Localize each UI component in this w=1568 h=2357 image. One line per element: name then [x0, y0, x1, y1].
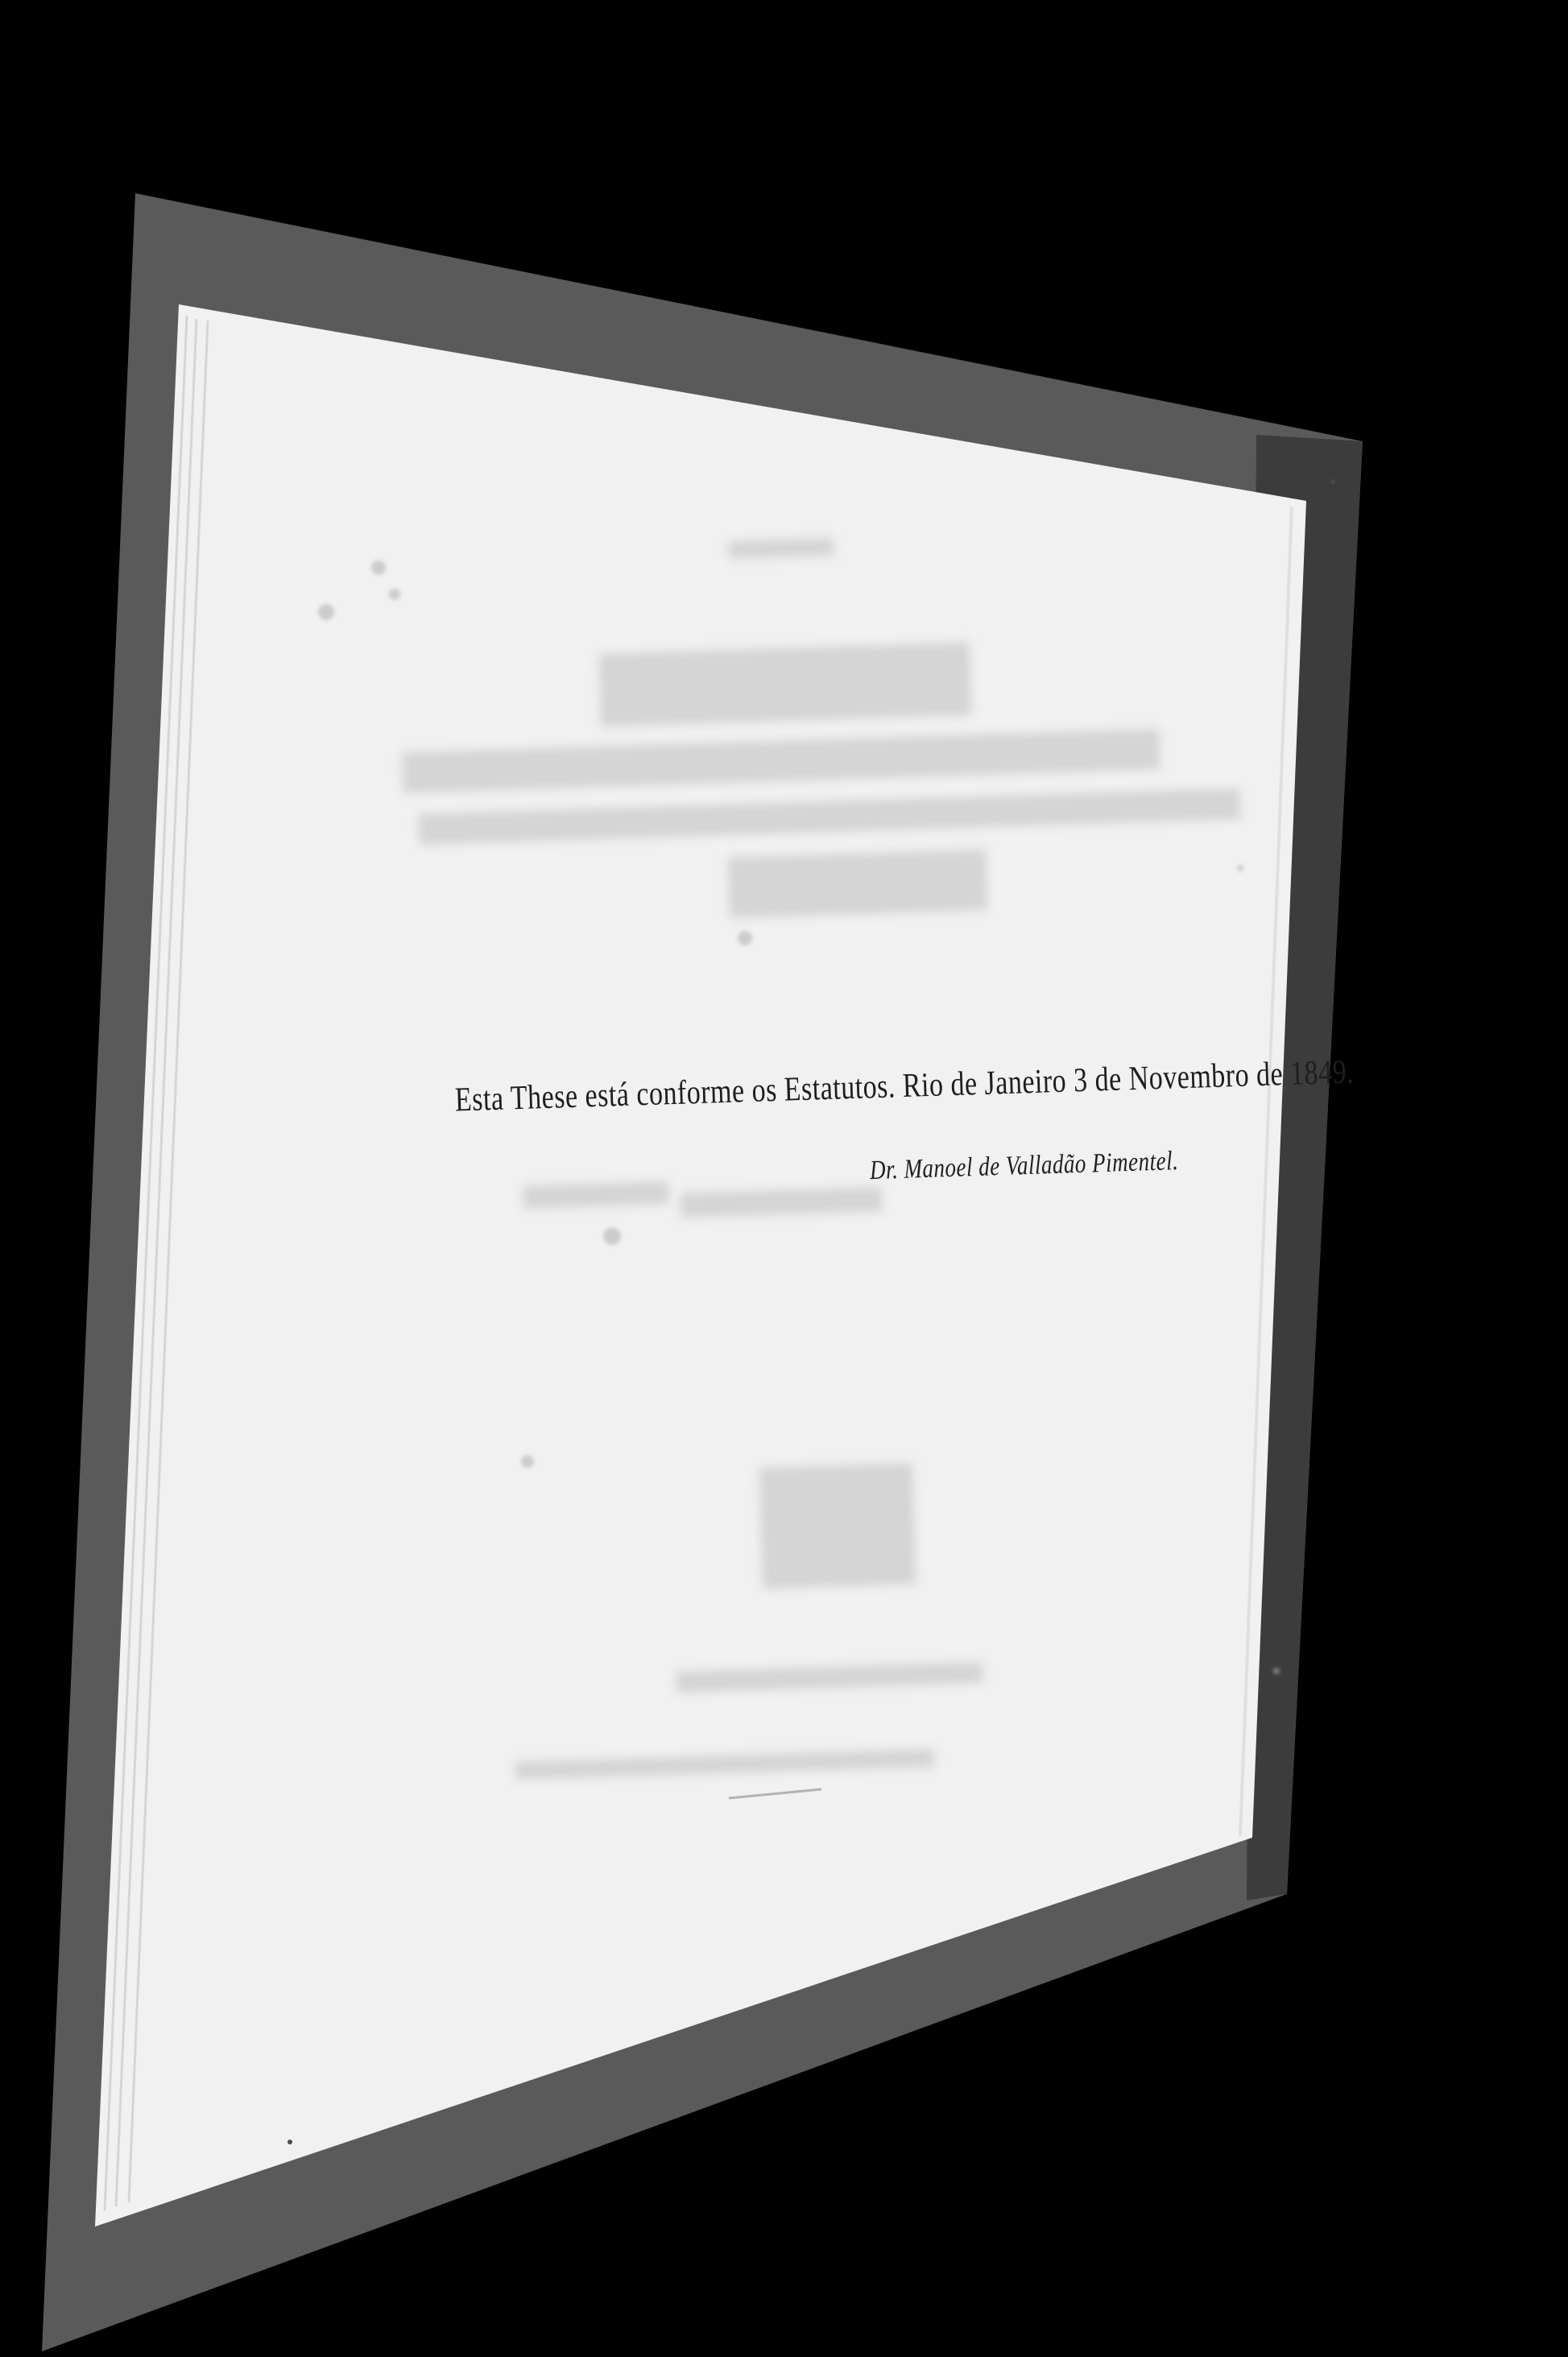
conformity-statement: Esta These está conforme os Estatutos. Rio de Janeiro 3 de Novembro de 1849. [454, 1053, 1355, 1119]
signature-line: Dr. Manoel de Valladão Pimentel. [869, 1145, 1179, 1185]
